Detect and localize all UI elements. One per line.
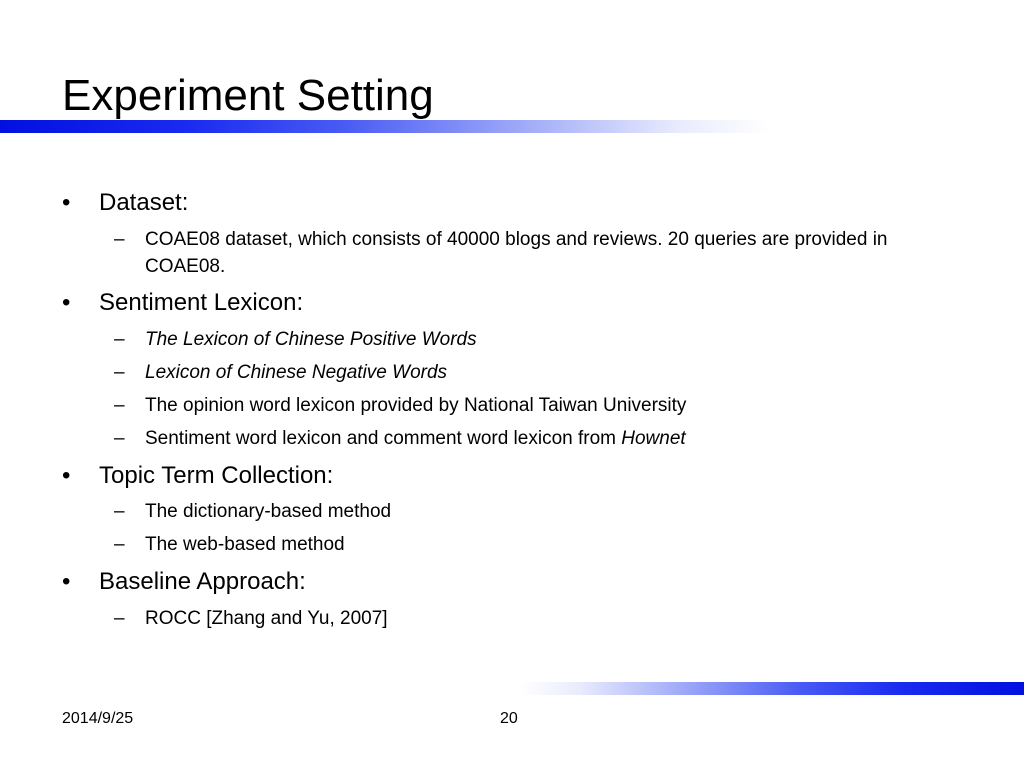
sub-item-text: The web-based method <box>145 534 345 555</box>
sub-item-positive-words <box>114 326 477 353</box>
sub-item-text: The opinion word lexicon provided by National Taiwan University <box>145 395 687 416</box>
bullet-glyph: • <box>62 289 71 316</box>
sub-item-text-prefix: Sentiment word lexicon and comment word lexicon from <box>145 428 622 449</box>
sub-item-text <box>145 425 686 452</box>
bullet-sentiment-lexicon <box>62 288 303 318</box>
sub-item-ntu-lexicon <box>114 392 686 419</box>
slide-title: Experiment Setting <box>62 71 434 120</box>
sub-item-text: Lexicon of Chinese Negative Words <box>145 362 448 383</box>
sub-item-text: The dictionary-based method <box>145 501 392 522</box>
footer-date: 2014/9/25 <box>62 710 134 727</box>
bullet-dataset <box>62 188 188 218</box>
footer-accent-bar <box>520 682 1024 695</box>
sub-item-text: The Lexicon of Chinese Positive Words <box>145 329 477 350</box>
dash-glyph: – <box>114 395 125 416</box>
sub-item-web-method <box>114 531 345 558</box>
sub-item-dictionary-method <box>114 498 391 525</box>
dash-glyph: – <box>114 229 125 250</box>
sub-item-hownet-lexicon <box>114 425 686 452</box>
dash-glyph: – <box>114 501 125 522</box>
sub-item-negative-words <box>114 359 447 386</box>
bullet-glyph: • <box>62 462 71 489</box>
bullet-label: Topic Term Collection: <box>99 462 334 489</box>
page-number: 20 <box>500 710 518 727</box>
bullet-glyph: • <box>62 189 71 216</box>
dash-glyph: – <box>114 534 125 555</box>
sub-item-dataset-description <box>114 226 914 280</box>
bullet-topic-term-collection <box>62 461 333 491</box>
bullet-label: Baseline Approach: <box>99 568 306 595</box>
dash-glyph: – <box>114 329 125 350</box>
sub-item-text: ROCC [Zhang and Yu, 2007] <box>145 608 388 629</box>
bullet-label: Sentiment Lexicon: <box>99 289 304 316</box>
bullet-label: Dataset: <box>99 189 189 216</box>
sub-item-text: COAE08 dataset, which consists of 40000 blogs and reviews. 20 queries are provided in COAE08. <box>145 229 888 277</box>
dash-glyph: – <box>114 428 125 449</box>
dash-glyph: – <box>114 362 125 383</box>
dash-glyph: – <box>114 608 125 629</box>
bullet-glyph: • <box>62 568 71 595</box>
sub-item-rocc <box>114 605 388 632</box>
sub-item-text-italic: Hownet <box>621 428 686 449</box>
bullet-baseline-approach <box>62 567 306 597</box>
